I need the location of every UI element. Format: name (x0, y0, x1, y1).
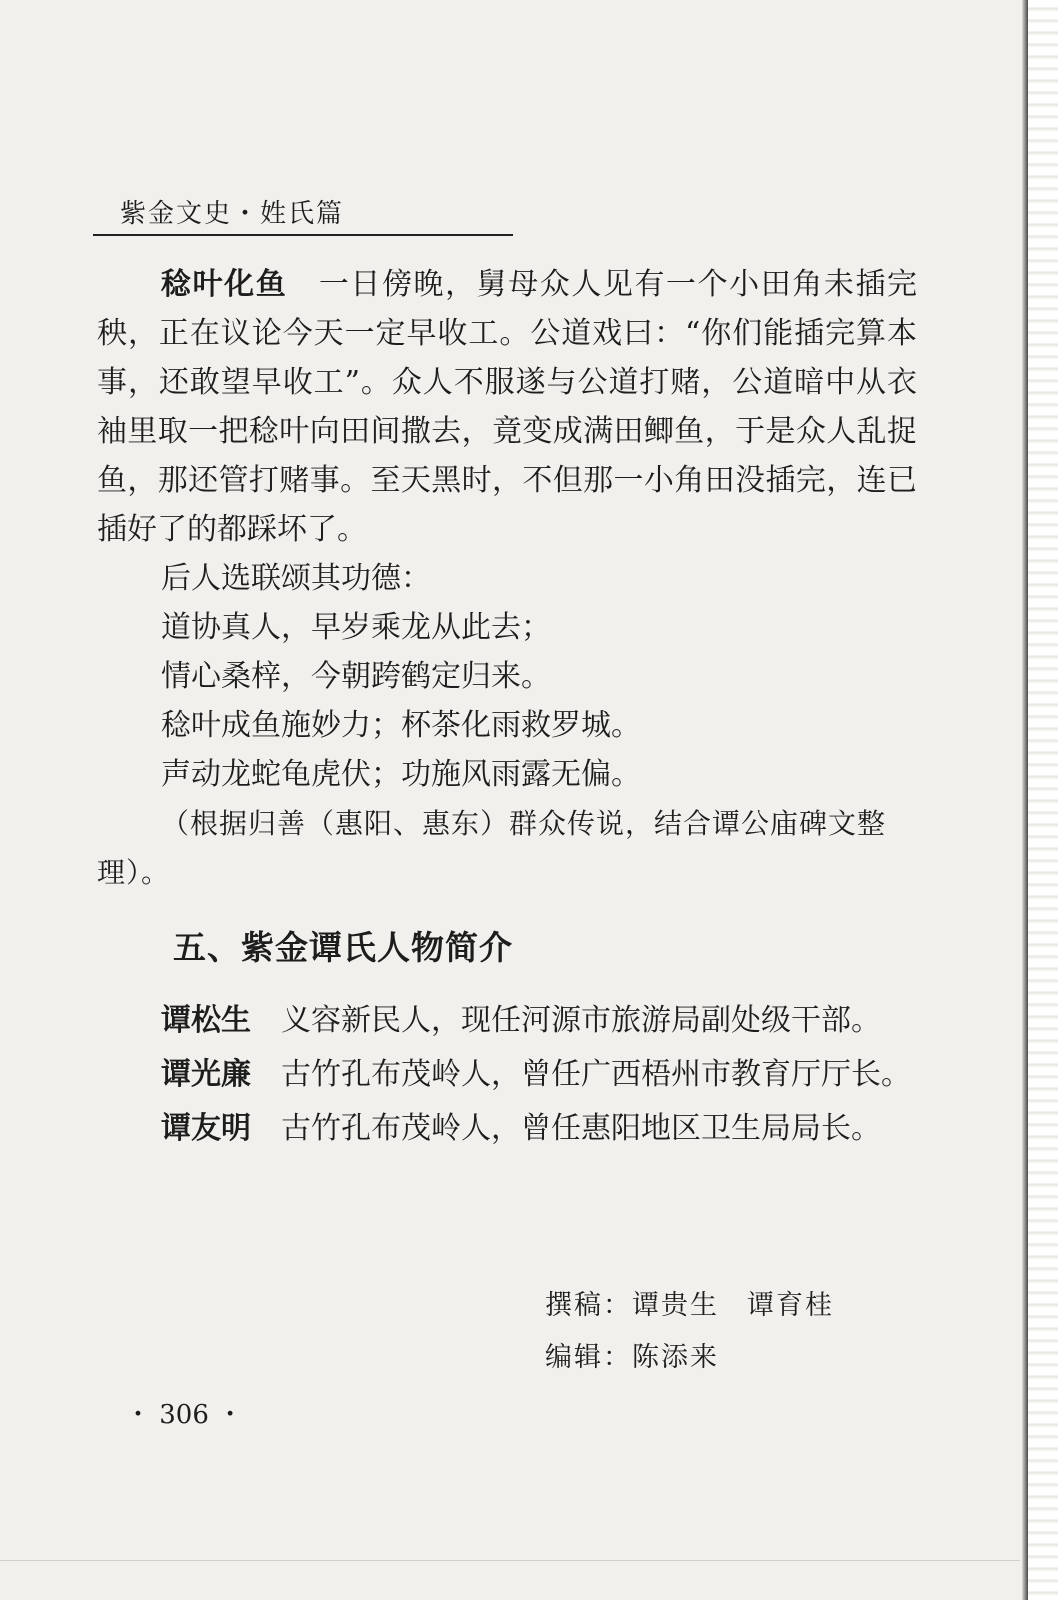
page-body (97, 260, 917, 1156)
person-name: 谭友明 (161, 1111, 251, 1146)
editor-line (545, 1332, 834, 1384)
couplet-intro: 后人选联颂其功德： (161, 561, 431, 596)
header-rule (93, 234, 513, 236)
person-desc: 义容新民人，现任河源市旅游局副处级干部。 (281, 1003, 881, 1038)
author-name: 谭贵生 (632, 1290, 719, 1321)
person-name: 谭光廉 (161, 1057, 251, 1092)
person-desc: 古竹孔布茂岭人，曾任惠阳地区卫生局局长。 (281, 1111, 881, 1146)
author-name: 谭育桂 (747, 1290, 834, 1321)
source-note: （根据归善（惠阳、惠东）群众传说，结合谭公庙碑文整理）。 (97, 807, 887, 889)
editor-name: 陈添来 (632, 1342, 719, 1373)
person-name: 谭松生 (161, 1003, 251, 1038)
editor-label: 编辑： (545, 1342, 632, 1373)
page-number: ・ 306 ・ (125, 1400, 244, 1430)
authors-label: 撰稿： (545, 1290, 632, 1321)
story-paragraph (97, 260, 917, 554)
story-text: 一日傍晚，舅母众人见有一个小田角未插完秧，正在议论今天一定早收工。公道戏曰：“你们能插完算本事，还敢望早收工”。众人不服遂与公道打赌，公道暗中从衣袖里取一把稔叶向田间撒去，竟变成满田鲫鱼，于是众人乱捉鱼，那还管打赌事。至天黑时，不但那一小角田没插完，连已插好了的都踩坏了。 (97, 267, 918, 547)
person-entry (97, 1048, 917, 1102)
section-title: 五、紫金谭氏人物简介 (173, 928, 513, 967)
person-entry (97, 1102, 917, 1156)
person-desc: 古竹孔布茂岭人，曾任广西梧州市教育厅厅长。 (281, 1057, 911, 1092)
couplet-line: 情心桑梓，今朝跨鹤定归来。 (161, 659, 551, 694)
torn-page-edge (1028, 0, 1058, 1600)
running-header: 紫金文史・姓氏篇 (120, 199, 345, 229)
credits (545, 1280, 834, 1384)
couplet-line: 稔叶成鱼施妙力；杯茶化雨救罗城。 (161, 708, 641, 743)
person-entry (97, 994, 917, 1048)
scan-bottom-line (0, 1560, 1020, 1561)
couplet-line: 声动龙蛇龟虎伏；功施风雨露无偏。 (161, 757, 641, 792)
couplet-line: 道协真人，早岁乘龙从此去； (161, 610, 551, 645)
authors-line (545, 1280, 834, 1332)
story-heading: 稔叶化鱼 (161, 267, 288, 302)
